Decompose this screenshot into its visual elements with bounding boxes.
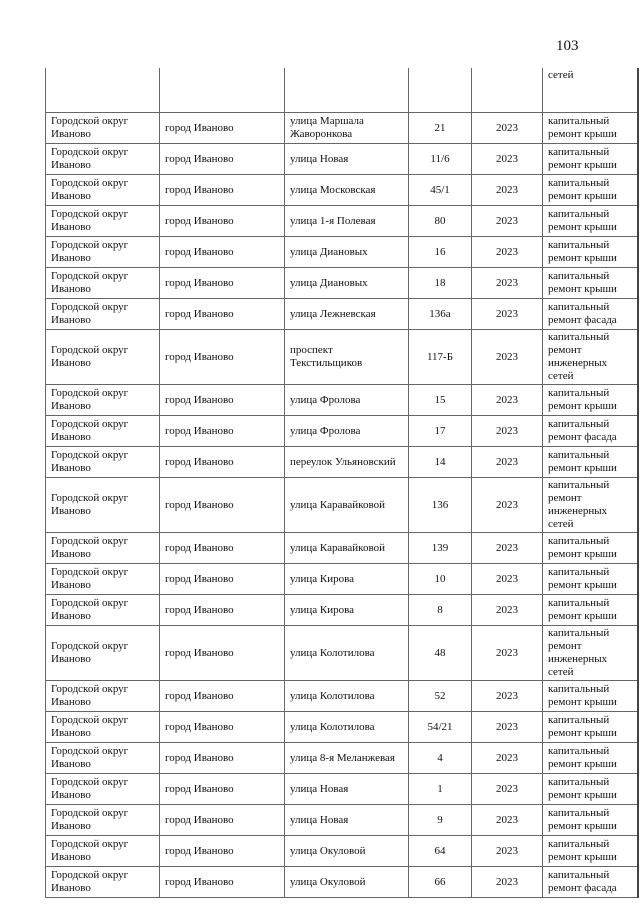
district-cell: Городской округ Иваново <box>46 447 160 478</box>
house-cell: 15 <box>409 385 472 416</box>
year-cell: 2023 <box>472 533 543 564</box>
year-cell: 2023 <box>472 385 543 416</box>
district-cell: Городской округ Иваново <box>46 533 160 564</box>
page-number: 103 <box>556 38 579 54</box>
district-cell: Городской округ Иваново <box>46 330 160 385</box>
table-row <box>46 478 638 533</box>
street-cell: улица Окуловой <box>285 867 409 898</box>
house-cell: 1 <box>409 774 472 805</box>
table-row <box>46 113 638 144</box>
year-cell: 2023 <box>472 416 543 447</box>
year-cell: 2023 <box>472 712 543 743</box>
work-cell: капитальный ремонт крыши <box>543 268 638 299</box>
house-cell: 80 <box>409 206 472 237</box>
city-cell: город Иваново <box>160 836 285 867</box>
street-cell: улица Фролова <box>285 416 409 447</box>
district-cell: Городской округ Иваново <box>46 237 160 268</box>
work-cell: капитальный ремонт фасада <box>543 416 638 447</box>
year-cell: 2023 <box>472 268 543 299</box>
city-cell: город Иваново <box>160 113 285 144</box>
city-cell: город Иваново <box>160 385 285 416</box>
table-row-continued <box>46 68 638 113</box>
work-cell: капитальный ремонт крыши <box>543 447 638 478</box>
street-cell: улица Колотилова <box>285 712 409 743</box>
table-row <box>46 175 638 206</box>
street-cell: улица Диановых <box>285 237 409 268</box>
house-cell: 54/21 <box>409 712 472 743</box>
table-row <box>46 447 638 478</box>
city-cell: город Иваново <box>160 478 285 533</box>
district-cell: Городской округ Иваново <box>46 113 160 144</box>
street-cell: улица Кирова <box>285 595 409 626</box>
year-cell: 2023 <box>472 447 543 478</box>
year-cell: 2023 <box>472 595 543 626</box>
table-row <box>46 626 638 681</box>
house-cell: 48 <box>409 626 472 681</box>
house-cell: 136 <box>409 478 472 533</box>
street-cell: улица Окуловой <box>285 836 409 867</box>
year-cell: 2023 <box>472 867 543 898</box>
house-cell: 14 <box>409 447 472 478</box>
city-cell: город Иваново <box>160 805 285 836</box>
district-cell: Городской округ Иваново <box>46 416 160 447</box>
district-cell: Городской округ Иваново <box>46 867 160 898</box>
table-row <box>46 595 638 626</box>
city-cell: город Иваново <box>160 268 285 299</box>
district-cell: Городской округ Иваново <box>46 206 160 237</box>
house-cell: 66 <box>409 867 472 898</box>
street-cell: улица Каравайковой <box>285 533 409 564</box>
house-cell: 9 <box>409 805 472 836</box>
city-cell: город Иваново <box>160 626 285 681</box>
work-cell: капитальный ремонт фасада <box>543 867 638 898</box>
table-row <box>46 268 638 299</box>
work-cell: капитальный ремонт крыши <box>543 681 638 712</box>
district-cell: Городской округ Иваново <box>46 836 160 867</box>
table-row <box>46 867 638 898</box>
district-cell: Городской округ Иваново <box>46 626 160 681</box>
street-cell: улица Колотилова <box>285 681 409 712</box>
district-cell: Городской округ Иваново <box>46 385 160 416</box>
city-cell: город Иваново <box>160 299 285 330</box>
house-cell: 45/1 <box>409 175 472 206</box>
city-cell: город Иваново <box>160 564 285 595</box>
year-cell: 2023 <box>472 805 543 836</box>
street-cell: улица 1-я Полевая <box>285 206 409 237</box>
district-cell: Городской округ Иваново <box>46 144 160 175</box>
work-cell: капитальный ремонт крыши <box>543 206 638 237</box>
street-cell: улица Московская <box>285 175 409 206</box>
city-cell: город Иваново <box>160 774 285 805</box>
district-cell: Городской округ Иваново <box>46 175 160 206</box>
work-cell: капитальный ремонт крыши <box>543 743 638 774</box>
district-cell: Городской округ Иваново <box>46 681 160 712</box>
year-cell: 2023 <box>472 330 543 385</box>
city-cell: город Иваново <box>160 206 285 237</box>
year-cell: 2023 <box>472 175 543 206</box>
table-row <box>46 836 638 867</box>
table-row <box>46 330 638 385</box>
year-cell: 2023 <box>472 478 543 533</box>
work-cell: капитальный ремонт фасада <box>543 299 638 330</box>
work-cell: капитальный ремонт крыши <box>543 712 638 743</box>
house-cell: 4 <box>409 743 472 774</box>
street-cell: улица Новая <box>285 144 409 175</box>
city-cell: город Иваново <box>160 237 285 268</box>
city-cell: город Иваново <box>160 681 285 712</box>
house-cell: 8 <box>409 595 472 626</box>
table-row <box>46 144 638 175</box>
street-cell: улица Фролова <box>285 385 409 416</box>
street-cell: улица Новая <box>285 805 409 836</box>
city-cell: город Иваново <box>160 533 285 564</box>
street-cell: улица Диановых <box>285 268 409 299</box>
year-cell: 2023 <box>472 774 543 805</box>
district-cell: Городской округ Иваново <box>46 478 160 533</box>
year-cell: 2023 <box>472 299 543 330</box>
street-cell: улица Колотилова <box>285 626 409 681</box>
house-cell: 136а <box>409 299 472 330</box>
work-cell: капитальный ремонт инженерных сетей <box>543 626 638 681</box>
street-cell: улица Маршала Жаворонкова <box>285 113 409 144</box>
city-cell: город Иваново <box>160 447 285 478</box>
table-row <box>46 681 638 712</box>
year-cell: 2023 <box>472 113 543 144</box>
year-cell: 2023 <box>472 681 543 712</box>
table-row <box>46 712 638 743</box>
city-cell: город Иваново <box>160 144 285 175</box>
district-cell: Городской округ Иваново <box>46 805 160 836</box>
table-row <box>46 533 638 564</box>
house-cell: 52 <box>409 681 472 712</box>
district-cell: Городской округ Иваново <box>46 712 160 743</box>
year-cell: 2023 <box>472 237 543 268</box>
house-cell: 64 <box>409 836 472 867</box>
year-cell: 2023 <box>472 206 543 237</box>
table-row <box>46 206 638 237</box>
year-cell: 2023 <box>472 743 543 774</box>
street-cell: переулок Ульяновский <box>285 447 409 478</box>
district-cell: Городской округ Иваново <box>46 595 160 626</box>
work-cell: капитальный ремонт крыши <box>543 144 638 175</box>
city-cell: город Иваново <box>160 416 285 447</box>
house-cell: 139 <box>409 533 472 564</box>
house-cell: 17 <box>409 416 472 447</box>
table-row <box>46 299 638 330</box>
city-cell: город Иваново <box>160 595 285 626</box>
work-cell: сетей <box>543 68 638 113</box>
table-row <box>46 743 638 774</box>
work-cell: капитальный ремонт инженерных сетей <box>543 478 638 533</box>
year-cell: 2023 <box>472 626 543 681</box>
table-row <box>46 385 638 416</box>
house-cell: 117-Б <box>409 330 472 385</box>
work-cell: капитальный ремонт крыши <box>543 113 638 144</box>
table-row <box>46 237 638 268</box>
table-row <box>46 805 638 836</box>
work-cell: капитальный ремонт крыши <box>543 385 638 416</box>
year-cell: 2023 <box>472 564 543 595</box>
work-cell: капитальный ремонт крыши <box>543 805 638 836</box>
table-row <box>46 416 638 447</box>
city-cell: город Иваново <box>160 330 285 385</box>
city-cell: город Иваново <box>160 743 285 774</box>
house-cell: 16 <box>409 237 472 268</box>
works-table <box>45 68 639 898</box>
work-cell: капитальный ремонт крыши <box>543 237 638 268</box>
street-cell: проспект Текстильщиков <box>285 330 409 385</box>
house-cell: 11/6 <box>409 144 472 175</box>
city-cell: город Иваново <box>160 175 285 206</box>
street-cell: улица Новая <box>285 774 409 805</box>
work-cell: капитальный ремонт крыши <box>543 533 638 564</box>
work-cell: капитальный ремонт инженерных сетей <box>543 330 638 385</box>
district-cell: Городской округ Иваново <box>46 774 160 805</box>
work-cell: капитальный ремонт крыши <box>543 595 638 626</box>
street-cell: улица Кирова <box>285 564 409 595</box>
street-cell: улица 8-я Меланжевая <box>285 743 409 774</box>
year-cell: 2023 <box>472 144 543 175</box>
district-cell: Городской округ Иваново <box>46 268 160 299</box>
city-cell: город Иваново <box>160 867 285 898</box>
district-cell: Городской округ Иваново <box>46 564 160 595</box>
house-cell: 18 <box>409 268 472 299</box>
street-cell: улица Каравайковой <box>285 478 409 533</box>
work-cell: капитальный ремонт крыши <box>543 175 638 206</box>
district-cell: Городской округ Иваново <box>46 299 160 330</box>
work-cell: капитальный ремонт крыши <box>543 564 638 595</box>
work-cell: капитальный ремонт крыши <box>543 836 638 867</box>
year-cell: 2023 <box>472 836 543 867</box>
city-cell: город Иваново <box>160 712 285 743</box>
house-cell: 21 <box>409 113 472 144</box>
house-cell: 10 <box>409 564 472 595</box>
table-row <box>46 564 638 595</box>
street-cell: улица Лежневская <box>285 299 409 330</box>
table-row <box>46 774 638 805</box>
district-cell: Городской округ Иваново <box>46 743 160 774</box>
work-cell: капитальный ремонт крыши <box>543 774 638 805</box>
